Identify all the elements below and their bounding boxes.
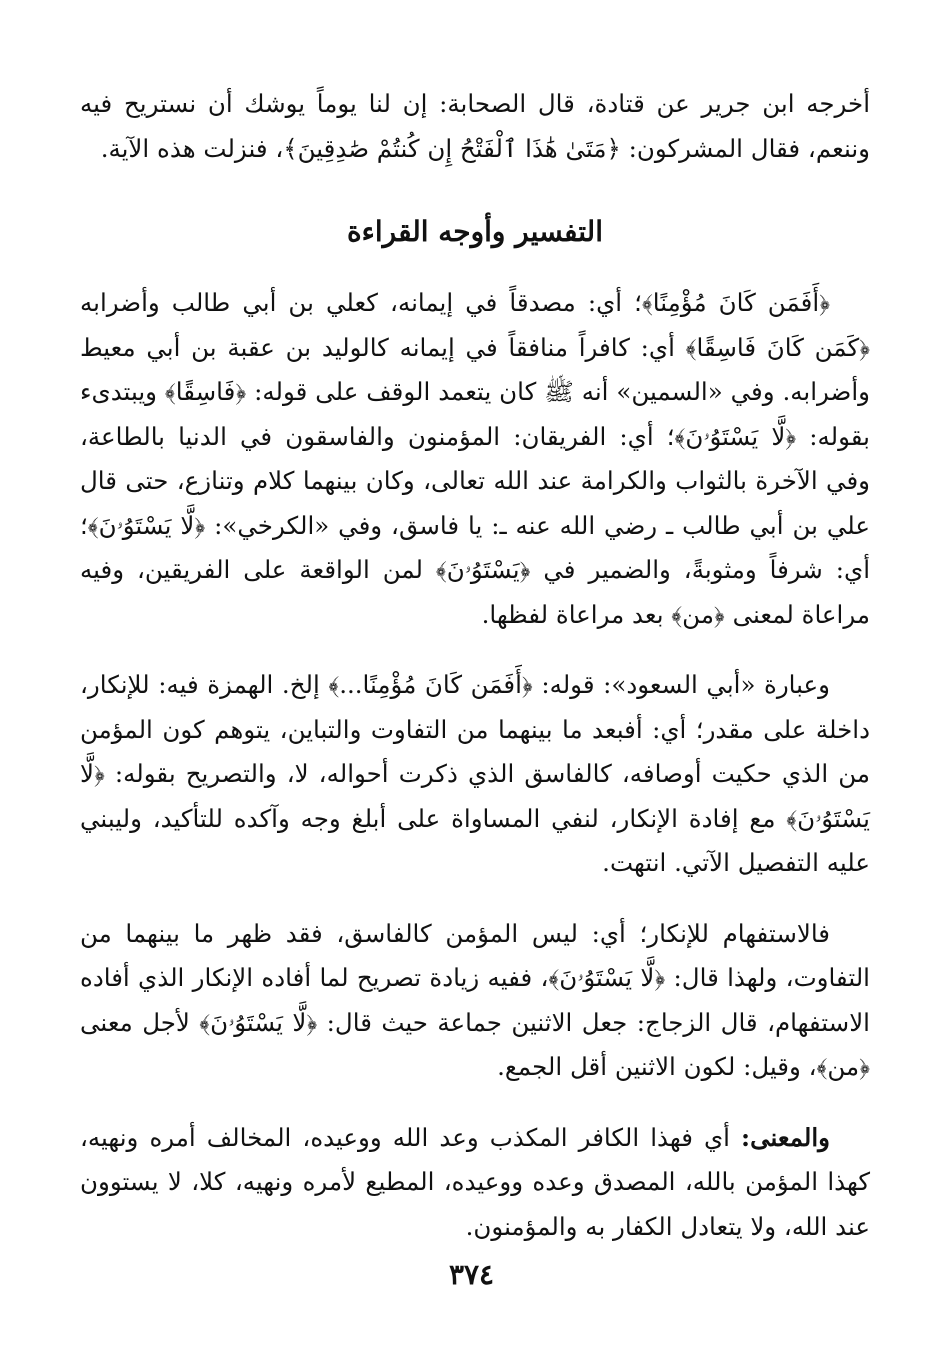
meaning-lead: والمعنى: — [741, 1122, 830, 1152]
spacer — [80, 886, 870, 912]
spacer — [80, 171, 870, 209]
meaning-text: أي فهذا الكافر المكذب وعد الله ووعيده، المخالف أمره ونهيه، كهذا المؤمن بالله، المصدق وعده ووعيده، المطيع لأمره ونهيه، كلا، لا يستوون عند الله، ولا يتعادل الكفار به والمؤمنون. — [80, 1122, 870, 1241]
tafsir-paragraph-3: فالاستفهام للإنكار؛ أي: ليس المؤمن كالفاسق، فقد ظهر ما بينهما من التفاوت، ولهذا قال: ﴿لَّا يَسْتَوُۥنَ﴾، ففيه زيادة تصريح لما أفاده الإنكار الذي أفاده الاستفهام، قال الزجاج: جعل الاثنين جماعة حيث قال: ﴿لَّا يَسْتَوُۥنَ﴾ لأجل معنى ﴿من﴾، وقيل: لكون الاثنين أقل الجمع. — [80, 918, 870, 1081]
page-body — [80, 82, 870, 1249]
tafsir-paragraph-2: وعبارة «أبي السعود»: قوله: ﴿أَفَمَن كَانَ مُؤْمِنًا...﴾ إلخ. الهمزة فيه: للإنكار، داخلة على مقدر؛ أي: أفبعد ما بينهما من التفاوت والتباين، يتوهم كون المؤمن من الذي حكيت أوصافه، كالفاسق الذي ذكرت أحواله، لا، والتصريح بقوله: ﴿لَّا يَسْتَوُۥنَ﴾ مع إفادة الإنكار، لنفي المساواة على أبلغ وجه وآكده للتأكيد، وليبني عليه التفصيل الآتي. انتهت. — [80, 670, 870, 877]
page-number: ٣٧٤ — [448, 1258, 495, 1291]
tafsir-paragraph-1: ﴿أَفَمَن كَانَ مُؤْمِنًا﴾؛ أي: مصدقاً في إيمانه، كعلي بن أبي طالب وأضرابه ﴿كَمَن كَانَ فَاسِقًا﴾ أي: كافراً منافقاً في إيمانه كالوليد بن عقبة بن أبي معيط وأضرابه. وفي «السمين» أنه ﷺ كان يتعمد الوقف على قوله: ﴿فَاسِقًا﴾ ويبتدىء بقوله: ﴿لَّا يَسْتَوُۥنَ﴾؛ أي: الفريقان: المؤمنون والفاسقون في الدنيا بالطاعة، وفي الآخرة بالثواب والكرامة عند الله تعالى، وكان بينهما كلام وتنازع، حتى قال علي بن أبي طالب ـ رضي الله عنه ـ: يا فاسق، وفي «الكرخي»: ﴿لَّا يَسْتَوُۥنَ﴾؛ أي: شرفاً ومثوبةً، والضمير في ﴿يَسْتَوُۥنَ﴾ لمن الواقعة على الفريقين، وفيه مراعاة لمعنى ﴿من﴾ بعد مراعاة لفظها. — [80, 288, 870, 629]
spacer — [80, 1090, 870, 1116]
meaning-paragraph — [80, 1116, 870, 1250]
spacer — [80, 637, 870, 663]
intro-paragraph: أخرجه ابن جرير عن قتادة، قال الصحابة: إن لنا يوماً يوشك أن نستريح فيه وننعم، فقال المشركون: ﴿مَتَىٰ هَٰذَا ٱلْفَتْحُ إِن كُنتُمْ صَٰدِقِينَ﴾، فنزلت هذه الآية. — [80, 89, 870, 163]
section-heading: التفسير وأوجه القراءة — [347, 215, 603, 248]
spacer — [80, 255, 870, 281]
